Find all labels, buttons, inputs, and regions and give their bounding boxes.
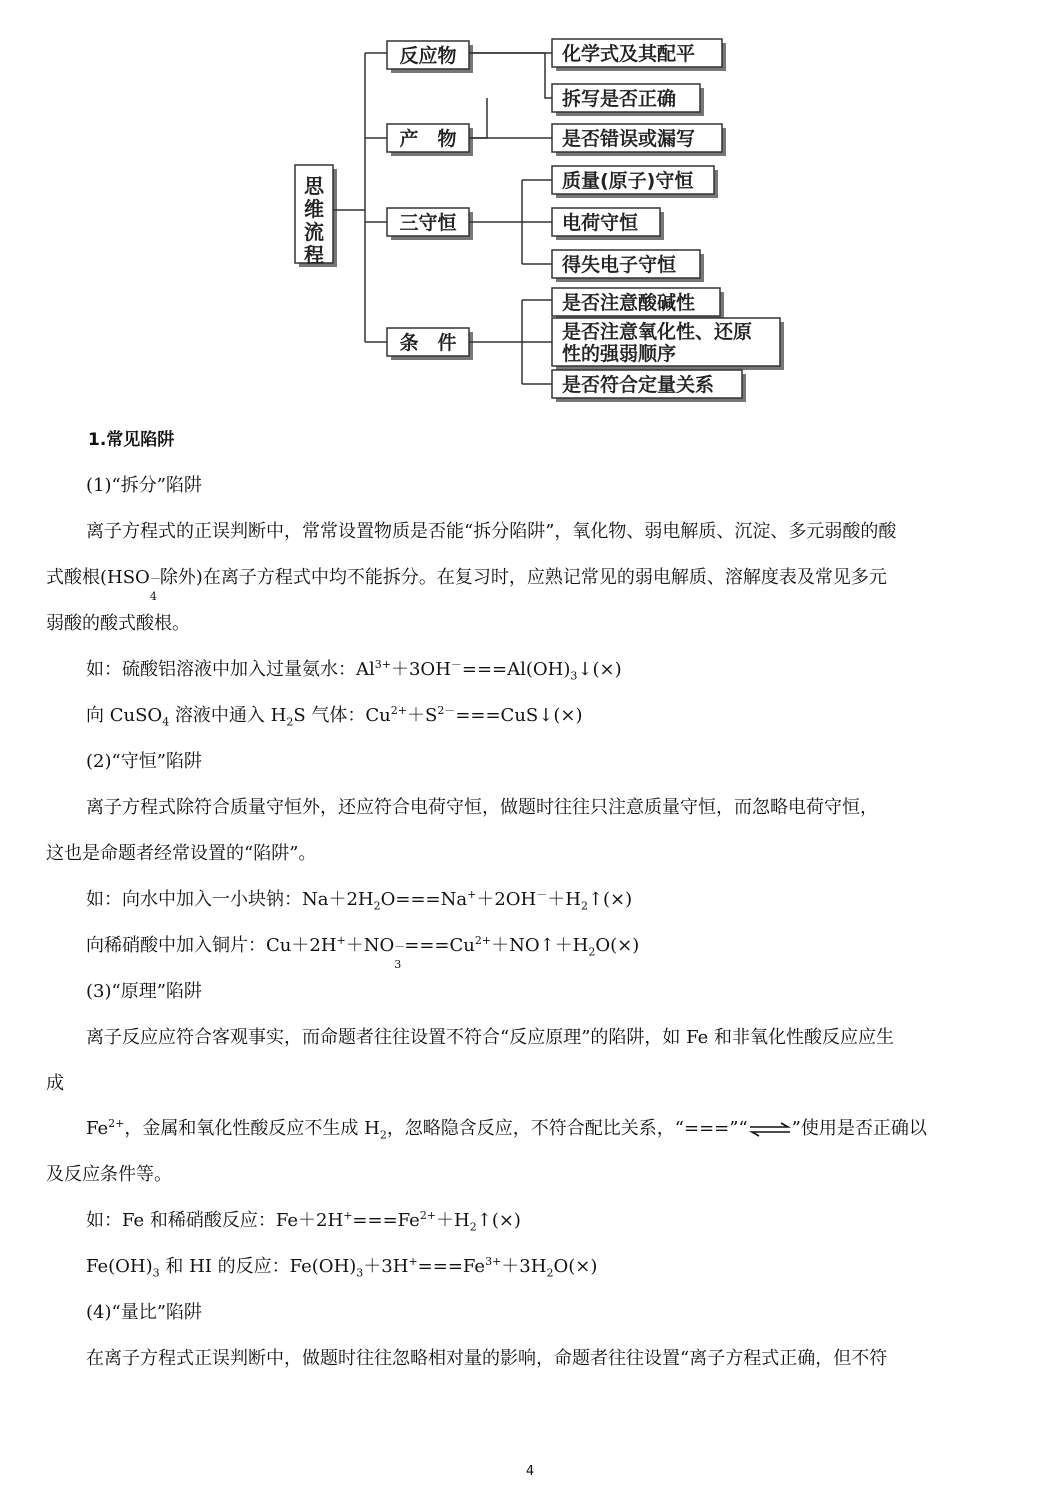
- leaf-charge-conservation: [552, 208, 664, 240]
- root-char-2: 维: [304, 197, 324, 221]
- thinking-flow-diagram: [290, 30, 790, 405]
- branch-label: 反应物: [399, 45, 457, 67]
- s4-paragraph-line1: 在离子方程式正误判断中，做题时往往忽略相对量的影响，命题者往往设置“离子方程式正确，但不符: [86, 1348, 888, 1369]
- svg-text:性的强弱顺序: 性的强弱顺序: [562, 343, 677, 365]
- s2-example-1: 如：向水中加入一小块钠：$Na+2H_2O===Na^++2OH^-+H_2↑(\times)$: [86, 888, 633, 913]
- root-char-4: 程: [304, 243, 324, 267]
- branch-conservation: [387, 208, 473, 240]
- branch-conditions: [387, 328, 473, 360]
- reversible-arrow-icon: [748, 1121, 792, 1137]
- leaf-splitting: [552, 84, 704, 116]
- s2-paragraph-line1: 离子方程式除符合质量守恒外，还应符合电荷守恒，做题时往往只注意质量守恒，而忽略电荷守恒，: [86, 797, 878, 818]
- s3-example-2: $Fe(OH)_3$ 和 HI 的反应：$Fe(OH)_3+3H^+===Fe^{3+}+3H_2O(\times)$: [86, 1255, 598, 1280]
- page-number: 4: [525, 1464, 535, 1479]
- root-char-3: 流: [304, 220, 324, 244]
- s2-paragraph-line2: 这也是命题者经常设置的“陷阱”。: [46, 843, 317, 864]
- leaf-mass-conservation: [552, 166, 718, 198]
- leaf-electron-conservation: [552, 250, 704, 282]
- leaf-redox-strength: [552, 318, 784, 370]
- s3-paragraph-line1: 离子反应应符合客观事实，而命题者往往设置不符合“反应原理”的陷阱，如 Fe 和非氧化性酸反应应生: [86, 1027, 895, 1048]
- root-char-1: 思: [304, 174, 324, 198]
- s3-example-1: 如：Fe 和稀硝酸反应：$Fe+2H^+===Fe^{2+}+H_2↑(\times)$: [86, 1209, 521, 1234]
- s3-paragraph-line4: 及反应条件等。: [46, 1164, 172, 1185]
- s1-paragraph-line3: 弱酸的酸式酸根。: [46, 613, 190, 634]
- s3-paragraph-line2: 成: [46, 1073, 64, 1094]
- svg-text:质量(原子)守恒: 质量(原子)守恒: [562, 170, 694, 192]
- leaf-errors-omissions: [552, 124, 726, 156]
- s2-title: (2)“守恒”陷阱: [86, 751, 202, 772]
- s4-title: (4)“量比”陷阱: [86, 1302, 202, 1323]
- leaf-formula-balance: [552, 39, 726, 71]
- leaf-quantitative-relation: [552, 370, 746, 402]
- svg-text:化学式及其配平: 化学式及其配平: [562, 43, 696, 65]
- branch-label: 产 物: [399, 128, 457, 150]
- s2-example-2: 向稀硝酸中加入铜片：Cu＋2H+＋NO － 3 $===Cu^{2+}+NO↑+H_2O(\times)$: [86, 934, 640, 971]
- svg-text:是否错误或漏写: 是否错误或漏写: [562, 128, 696, 150]
- s1-example-2: 向 CuSO$_4$ 溶液中通入 $H_2S$ 气体：$Cu^{2+}+S^{2-}===CuS↓(\times)$: [86, 704, 583, 729]
- s3-title: (3)“原理”陷阱: [86, 981, 202, 1002]
- leaf-acidity-basicity: [552, 288, 724, 320]
- svg-text:是否注意酸碱性: 是否注意酸碱性: [562, 292, 696, 314]
- branch-reactants: [387, 41, 473, 73]
- branch-products: [387, 124, 473, 156]
- s1-example-1: 如：硫酸铝溶液中加入过量氨水：$Al^{3+}+3OH^-===Al(OH)_3↓(\times)$: [86, 658, 622, 683]
- svg-text:拆写是否正确: 拆写是否正确: [562, 88, 677, 110]
- s1-title: (1)“拆分”陷阱: [86, 475, 202, 496]
- section-heading: 1.常见陷阱: [88, 430, 175, 450]
- svg-text:是否符合定量关系: 是否符合定量关系: [562, 374, 715, 396]
- branch-label: 条 件: [399, 332, 457, 354]
- svg-text:得失电子守恒: 得失电子守恒: [562, 254, 677, 276]
- svg-text:是否注意氧化性、还原: 是否注意氧化性、还原: [562, 321, 753, 343]
- s3-paragraph-line3: $Fe^{2+}$，金属和氧化性酸反应不生成 $H_2$，忽略隐含反应，不符合配比关系，“===”“ ”使用是否正确以: [86, 1117, 927, 1142]
- branch-label: 三守恒: [399, 212, 457, 234]
- s1-paragraph-line2: 式酸根(HSO － 4 除外)在离子方程式中均不能拆分。在复习时，应熟记常见的弱电解质、溶解度表及常见多元: [46, 567, 887, 603]
- svg-text:电荷守恒: 电荷守恒: [562, 212, 639, 234]
- s1-paragraph-line1: 离子方程式的正误判断中，常常设置物质是否能“拆分陷阱”，氧化物、弱电解质、沉淀、多元弱酸的酸: [86, 521, 897, 542]
